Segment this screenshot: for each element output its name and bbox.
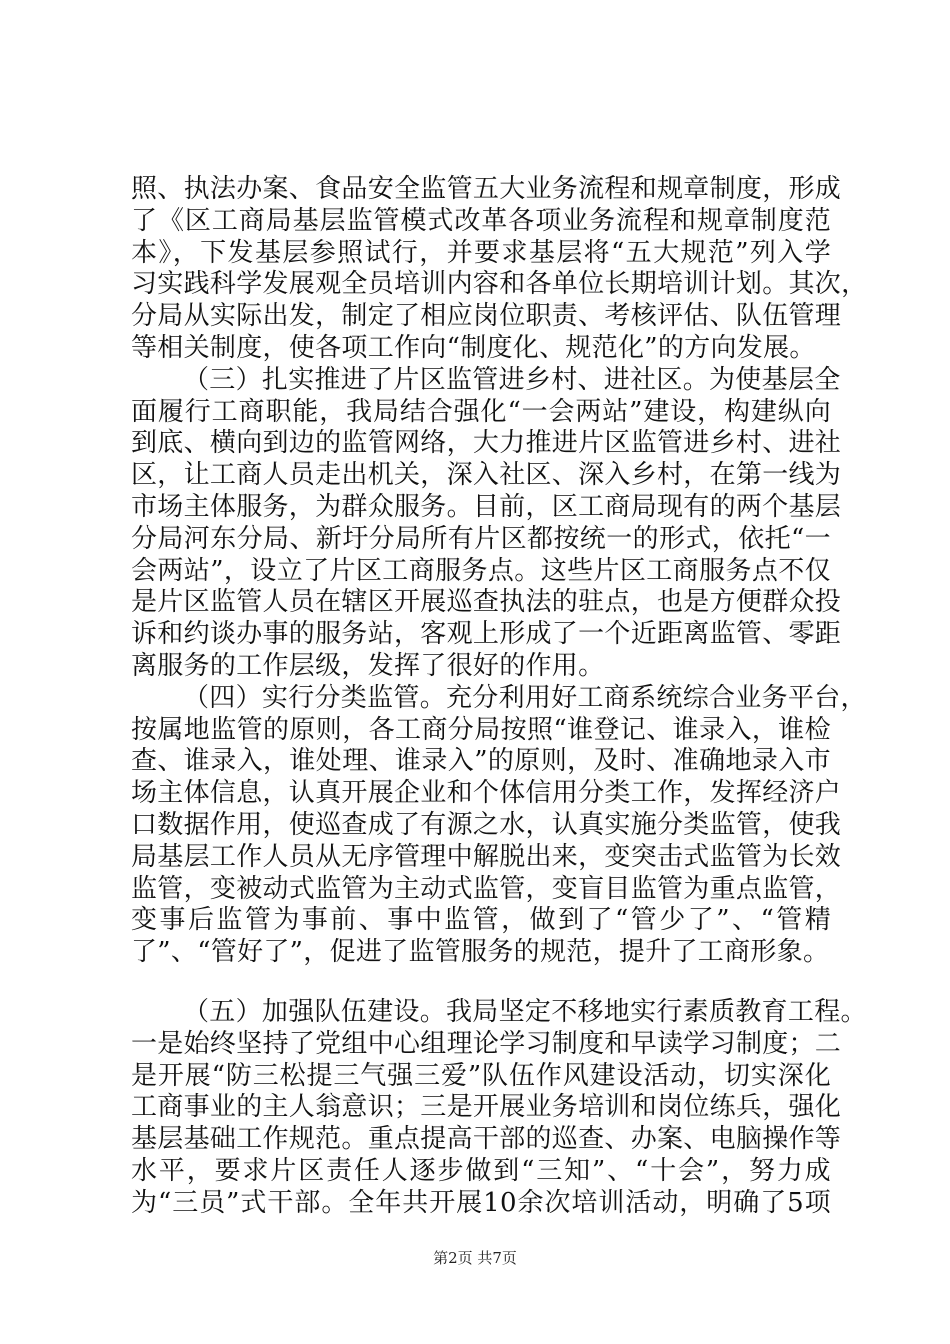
text-line: 基层基础工作规范。重点提高干部的巡查、办案、电脑操作等 (131, 1124, 842, 1155)
text-line: 局基层工作人员从无序管理中解脱出来，变突击式监管为长效 (131, 841, 842, 872)
text-line: 分局河东分局、新圩分局所有片区都按统一的形式，依托“一 (131, 523, 831, 554)
text-line: 监管，变被动式监管为主动式监管，变盲目监管为重点监管， (131, 873, 842, 904)
text-line: 变事后监管为事前、事中监管，做到了“管少了”、“管精 (131, 905, 831, 936)
paragraph-section-3 (131, 364, 842, 683)
text-line: 区，让工商人员走出机关，深入社区、深入乡村，在第一线为 (131, 460, 842, 491)
text-line: （五）加强队伍建设。我局坚定不移地实行素质教育工程。 (183, 996, 867, 1027)
text-line: 了《区工商局基层监管模式改革各项业务流程和规章制度范 (131, 205, 831, 236)
text-line: 水平，要求片区责任人逐步做到“三知”、“十会”，努力成 (131, 1155, 831, 1186)
page-number-footer: 第2页 共7页 (433, 1249, 517, 1267)
text-line: 诉和约谈办事的服务站，客观上形成了一个近距离监管、零距 (131, 619, 842, 650)
text-line: （四）实行分类监管。充分利用好工商系统综合业务平台， (183, 682, 867, 713)
text-line: 是开展“防三松提三气强三爱”队伍作风建设活动，切实深化 (131, 1060, 831, 1091)
text-line: 分局从实际出发，制定了相应岗位职责、考核评估、队伍管理 (131, 301, 842, 332)
text-line: 面履行工商职能，我局结合强化“一会两站”建设，构建纵向 (131, 396, 831, 427)
text-line: 等相关制度，使各项工作向“制度化、规范化”的方向发展。 (131, 332, 816, 363)
text-line: 工商事业的主人翁意识；三是开展业务培训和岗位练兵，强化 (131, 1092, 842, 1123)
text-line: 是片区监管人员在辖区开展巡查执法的驻点，也是方便群众投 (131, 587, 842, 618)
paragraph-continued (131, 174, 868, 365)
text-line: 习实践科学发展观全员培训内容和各单位长期培训计划。其次， (131, 269, 868, 300)
text-line: 到底、横向到边的监管网络，大力推进片区监管进乡村、进社 (131, 428, 842, 459)
text-line: 本》，下发基层参照试行，并要求基层将“五大规范”列入学 (131, 237, 831, 268)
text-line: 会两站”，设立了片区工商服务点。这些片区工商服务点不仅 (131, 555, 831, 586)
text-line: （三）扎实推进了片区监管进乡村、进社区。为使基层全 (183, 364, 841, 395)
text-line: 场主体信息，认真开展企业和个体信用分类工作，发挥经济户 (131, 778, 842, 809)
text-line: 按属地监管的原则，各工商分局按照“谁登记、谁录入，谁检 (131, 714, 831, 745)
text-line: 了”、“管好了”，促进了监管服务的规范，提升了工商形象。 (131, 937, 830, 968)
text-line: 为“三员”式干部。全年共开展10余次培训活动，明确了5项 (131, 1187, 831, 1218)
paragraph-section-4 (131, 682, 867, 969)
document-body (131, 174, 868, 1220)
paragraph-spacer (131, 969, 831, 997)
text-line: 离服务的工作层级，发挥了很好的作用。 (131, 650, 605, 681)
text-line: 照、执法办案、食品安全监管五大业务流程和规章制度，形成 (131, 174, 842, 204)
text-line: 市场主体服务，为群众服务。目前，区工商局现有的两个基层 (131, 491, 842, 522)
text-line: 查、谁录入，谁处理、谁录入”的原则，及时、准确地录入市 (131, 746, 831, 777)
paragraph-section-5 (131, 996, 867, 1220)
text-line: 口数据作用，使巡查成了有源之水，认真实施分类监管，使我 (131, 809, 842, 840)
text-line: 一是始终坚持了党组中心组理论学习制度和早读学习制度；二 (131, 1028, 842, 1059)
